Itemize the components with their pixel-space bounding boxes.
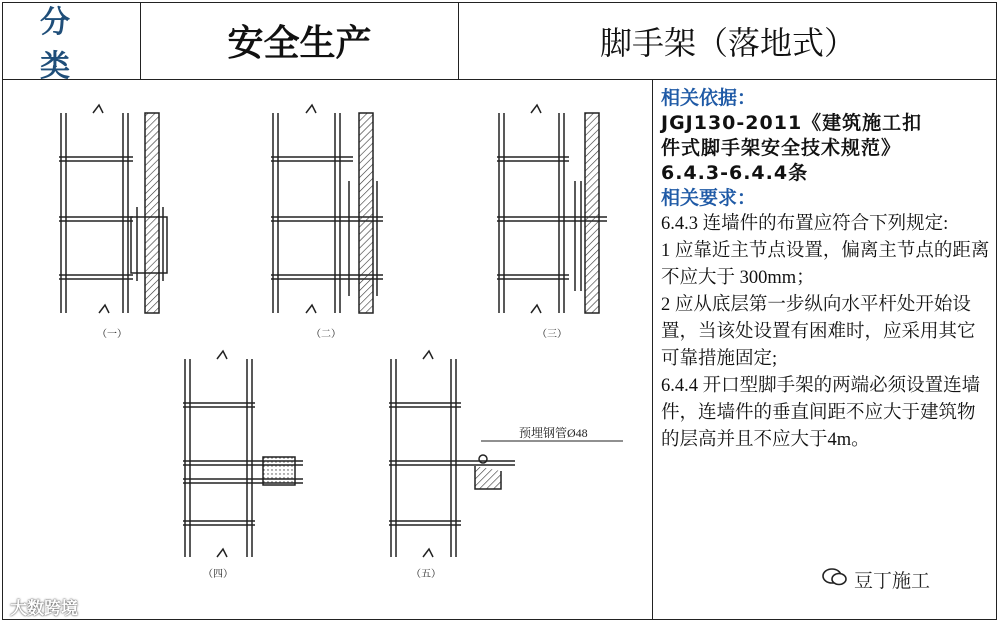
classification-cell <box>141 2 459 80</box>
paragraph-1: 6.4.3 连墙件的布置应符合下列规定: <box>661 214 949 234</box>
figure-1 <box>59 105 167 313</box>
figure-1-label: （一） <box>97 329 127 340</box>
standard-line-3: 6.4.3-6.4.4条 <box>661 162 809 184</box>
paragraph-3: 2 应从底层第一步纵向水平杆处开始设置，当该处设置有困难时，应采用其它可靠措施固定; <box>661 295 976 369</box>
column-divider <box>652 80 653 620</box>
paragraph-4: 6.4.4 开口型脚手架的两端必须设置连墙件，连墙件的垂直间距不应大于建筑物的层高并且不应大于4m。 <box>661 376 981 450</box>
topic-cell <box>459 2 997 80</box>
wechat-icon <box>822 567 848 592</box>
scaffold-drawings <box>3 81 651 619</box>
topic-title: 脚手架（落地式） <box>599 23 856 62</box>
requirements-label: 相关要求： <box>661 187 757 209</box>
category-cell <box>2 2 141 84</box>
watermark-left <box>10 594 78 619</box>
figure-5 <box>389 351 623 557</box>
figure-4-label: （四） <box>203 569 233 580</box>
figure-3 <box>497 105 607 313</box>
annotation-text: 预埋钢管Ø48 <box>519 426 588 440</box>
classification-title: 安全生产 <box>227 23 372 64</box>
standard-line-2: 件式脚手架安全技术规范》 <box>661 137 902 159</box>
requirements-body <box>661 211 993 454</box>
figure-5-label: （五） <box>411 569 441 580</box>
watermark-right <box>822 566 930 593</box>
requirements-panel <box>661 86 993 454</box>
basis-label: 相关依据： <box>661 87 757 109</box>
standard-line-1: JGJ130-2011《建筑施工扣 <box>661 112 923 134</box>
watermark-right-text: 豆丁施工 <box>854 570 931 592</box>
watermark-left-text: 大数跨境 <box>10 599 78 619</box>
figure-3-label: （三） <box>537 329 567 340</box>
paragraph-2: 1 应靠近主节点设置，偏离主节点的距离不应大于 300mm； <box>661 241 990 288</box>
figure-2 <box>271 105 383 313</box>
figure-4 <box>183 351 303 557</box>
category-label: 分类 <box>40 4 108 84</box>
figure-2-label: （二） <box>311 329 341 340</box>
